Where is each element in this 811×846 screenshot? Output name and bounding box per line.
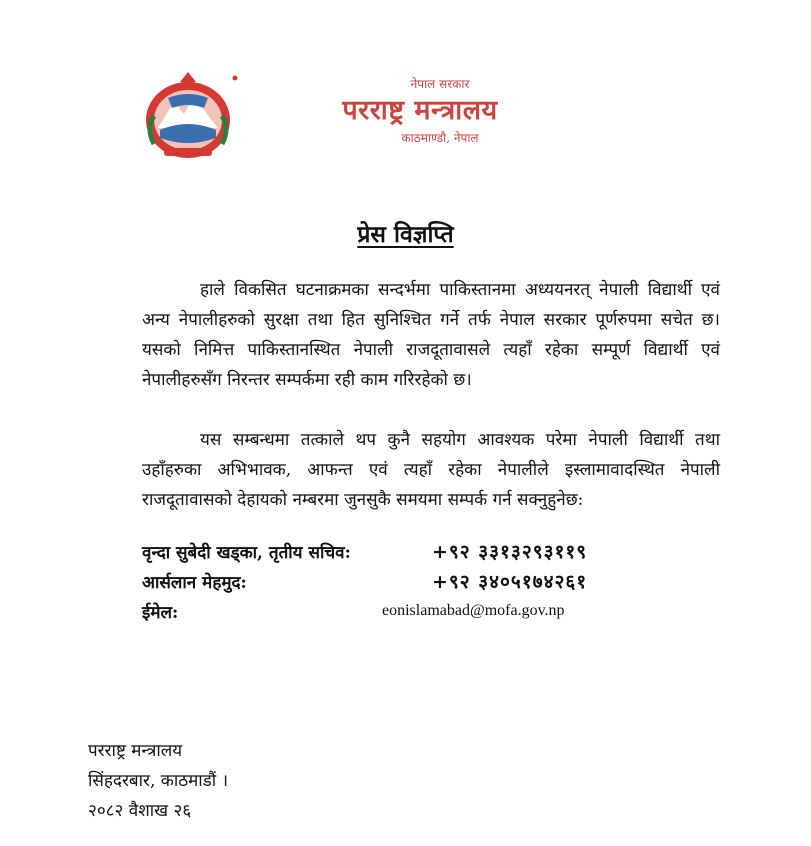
footer-signature (88, 736, 228, 826)
contact-row (142, 570, 662, 600)
contact-row (142, 540, 662, 570)
contact-name: वृन्दा सुबेदी खड्का, तृतीय सचिव: (142, 543, 351, 563)
paragraph-1-text: हाले विकसित घटनाक्रमका सन्दर्भमा पाकिस्तानमा अध्ययनरत् नेपाली विद्यार्थी एवं अन्य नेपालीहरुको सुरक्षा तथा हित सुनिश्चित गर्ने तर्फ नेपाल सरकार पूर्णरुपमा सचेत छ। यसको निमित्त पाकिस्तानस्थित नेपाली राजदूतावासले त्यहाँ रहेका सम्पूर्ण विद्यार्थी एवं नेपालीहरुसँग निरन्तर सम्पर्कमा रही काम गरिरहेको छ। (142, 280, 720, 390)
ministry-location: काठमाण्डौ, नेपाल (401, 131, 479, 145)
ministry-name: परराष्ट्र मन्त्रालय (342, 95, 498, 126)
contact-phone: +९२ ३४०५१७४२६१ (432, 571, 588, 593)
footer-address: सिंहदरबार, काठमाडौं । (88, 771, 229, 791)
contact-email: eonislamabad@mofa.gov.np (382, 602, 565, 619)
contact-phone: +९२ ३३१३२९३११९ (432, 541, 588, 563)
page-title: प्रेस विज्ञप्ति (357, 221, 454, 248)
letterhead (280, 76, 560, 146)
contact-name: आर्सलान मेहमुद: (142, 573, 247, 593)
government-name: नेपाल सरकार (410, 77, 470, 91)
contact-list (142, 540, 662, 630)
footer-ministry: परराष्ट्र मन्त्रालय (88, 741, 183, 761)
contact-row (142, 600, 662, 630)
paragraph-2 (142, 425, 720, 515)
nepal-emblem-icon (138, 68, 246, 164)
paragraph-2-text: यस सम्बन्धमा तत्काले थप कुनै सहयोग आवश्यक परेमा नेपाली विद्यार्थी तथा उहाँहरुका अभिभावक, आफन्त एवं त्यहाँ रहेका नेपालीले इस्लामावादस्थित नेपाली राजदूतावासको देहायको नम्बरमा जुनसुकै समयमा सम्पर्क गर्न सक्नुहुनेछ: (142, 430, 720, 510)
paragraph-1 (142, 275, 720, 395)
contact-email-label: ईमेल: (142, 603, 179, 623)
footer-date: २०८२ वैशाख २६ (88, 801, 192, 821)
